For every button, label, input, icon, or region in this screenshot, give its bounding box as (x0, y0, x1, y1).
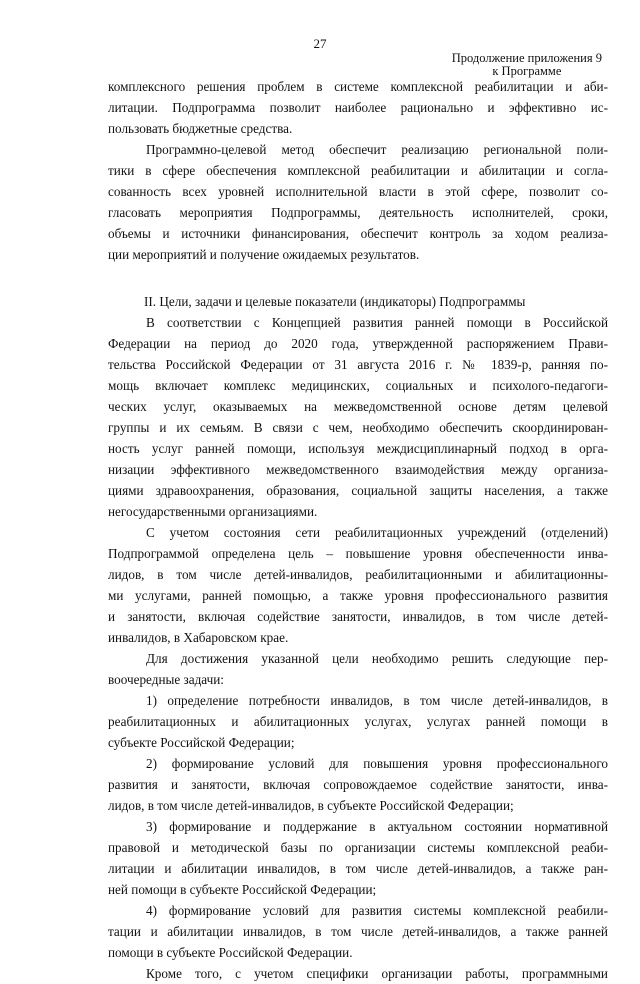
paragraph (108, 690, 608, 753)
text-line: инвалидов, в Хабаровском крае. (108, 630, 289, 645)
text-line: низации эффективного межведомственного взаимодействия между организа- (108, 462, 608, 477)
text-line: и занятости, включая содействие занятости, инвалидов, в том числе детей- (108, 609, 608, 624)
text-line: ческих услуг, оказываемых на межведомственной основе детям целевой (108, 399, 608, 414)
text-line: 2) формирование условий для повышения уровня профессионального (146, 756, 608, 771)
text-line: 4) формирование условий для развития системы комплексной реабили- (146, 903, 608, 918)
paragraph (108, 963, 608, 984)
text-line: Для достижения указанной цели необходимо решить следующие пер- (146, 651, 608, 666)
text-line: сованность всех уровней исполнительной власти в этой сфере, позволит со- (108, 184, 608, 199)
text-line: мощь включает комплекс медицинских, социальных и психолого-педагоги- (108, 378, 608, 393)
text-line: субъекте Российской Федерации; (108, 735, 295, 750)
continuation-line-1: Продолжение приложения 9 (451, 51, 602, 65)
text-line: ции мероприятий и получение ожидаемых результатов. (108, 247, 420, 262)
text-line: В соответствии с Концепцией развития ранней помощи в Российской (146, 315, 608, 330)
paragraph (108, 312, 608, 522)
text-line: ность услуг ранней помощи, используя междисциплинарный подход в орга- (108, 441, 608, 456)
text-line: 1) определение потребности инвалидов, в том числе детей-инвалидов, в (146, 693, 608, 708)
text-line: ней помощи в субъекте Российской Федерации; (108, 882, 377, 897)
text-line: группы и их семьям. В связи с чем, необходимо обеспечить скоординирован- (108, 420, 608, 435)
page-number: 27 (313, 36, 327, 51)
paragraph (108, 900, 608, 963)
text-line: Подпрограммой определена цель – повышение уровня обеспеченности инва- (108, 546, 608, 561)
text-line: лидов, в том числе детей-инвалидов, реабилитационными и абилитационны- (108, 567, 608, 582)
continuation-line-2: к Программе (492, 64, 562, 78)
text-line: литации. Подпрограмма позволит наиболее рационально и эффективно ис- (108, 100, 608, 115)
text-line: правовой и методической базы по организации системы комплексной реаби- (108, 840, 608, 855)
text-line: воочередные задачи: (108, 672, 224, 687)
paragraph (108, 753, 608, 816)
text-line: Кроме того, с учетом специфики организации работы, программными (146, 966, 608, 981)
text-line: лидов, в том числе детей-инвалидов, в субъекте Российской Федерации; (108, 798, 514, 813)
text-line: пользовать бюджетные средства. (108, 121, 293, 136)
text-line: циями здравоохранения, образования, социальной защиты населения, а также (108, 483, 608, 498)
text-line: литации и абилитации инвалидов, в том числе детей-инвалидов, а также ран- (108, 861, 608, 876)
paragraph (108, 522, 608, 648)
paragraph (108, 648, 608, 690)
text-line: Программно-целевой метод обеспечит реализацию региональной поли- (146, 142, 608, 157)
text-line: помощи в субъекте Российской Федерации. (108, 945, 353, 960)
text-line: тельства Российской Федерации от 31 августа 2016 г. № 1839-р, ранняя по- (108, 357, 608, 372)
text-line: реабилитационных и абилитационных услугах, услугах ранней помощи в (108, 714, 608, 729)
text-line: тации и абилитации инвалидов, в том числе детей-инвалидов, а также ранней (108, 924, 608, 939)
paragraph (108, 76, 608, 139)
text-line: комплексного решения проблем в системе комплексной реабилитации и аби- (108, 79, 608, 94)
text-line: С учетом состояния сети реабилитационных учреждений (отделений) (146, 525, 608, 540)
text-line: Федерации на период до 2020 года, утвержденной распоряжением Прави- (108, 336, 608, 351)
document-body (108, 76, 608, 984)
text-line: гласовать мероприятия Подпрограммы, деятельность исполнителей, сроки, (108, 205, 608, 220)
text-line: объемы и источники финансирования, обеспечит контроль за ходом реализа- (108, 226, 608, 241)
text-line: развития и занятости, включая сопровождаемое содействие занятости, инва- (108, 777, 608, 792)
text-line: ми услугами, ранней помощью, а также уровня профессионального развития (108, 588, 608, 603)
paragraph (108, 139, 608, 265)
section-heading: II. Цели, задачи и целевые показатели (индикаторы) Подпрограммы (144, 294, 526, 309)
continuation-note (452, 52, 602, 78)
text-line: тики в сфере обеспечения комплексной реабилитации и абилитации и согла- (108, 163, 608, 178)
text-line: 3) формирование и поддержание в актуальном состоянии нормативной (146, 819, 608, 834)
paragraph (108, 816, 608, 900)
text-line: негосударственными организациями. (108, 504, 318, 519)
